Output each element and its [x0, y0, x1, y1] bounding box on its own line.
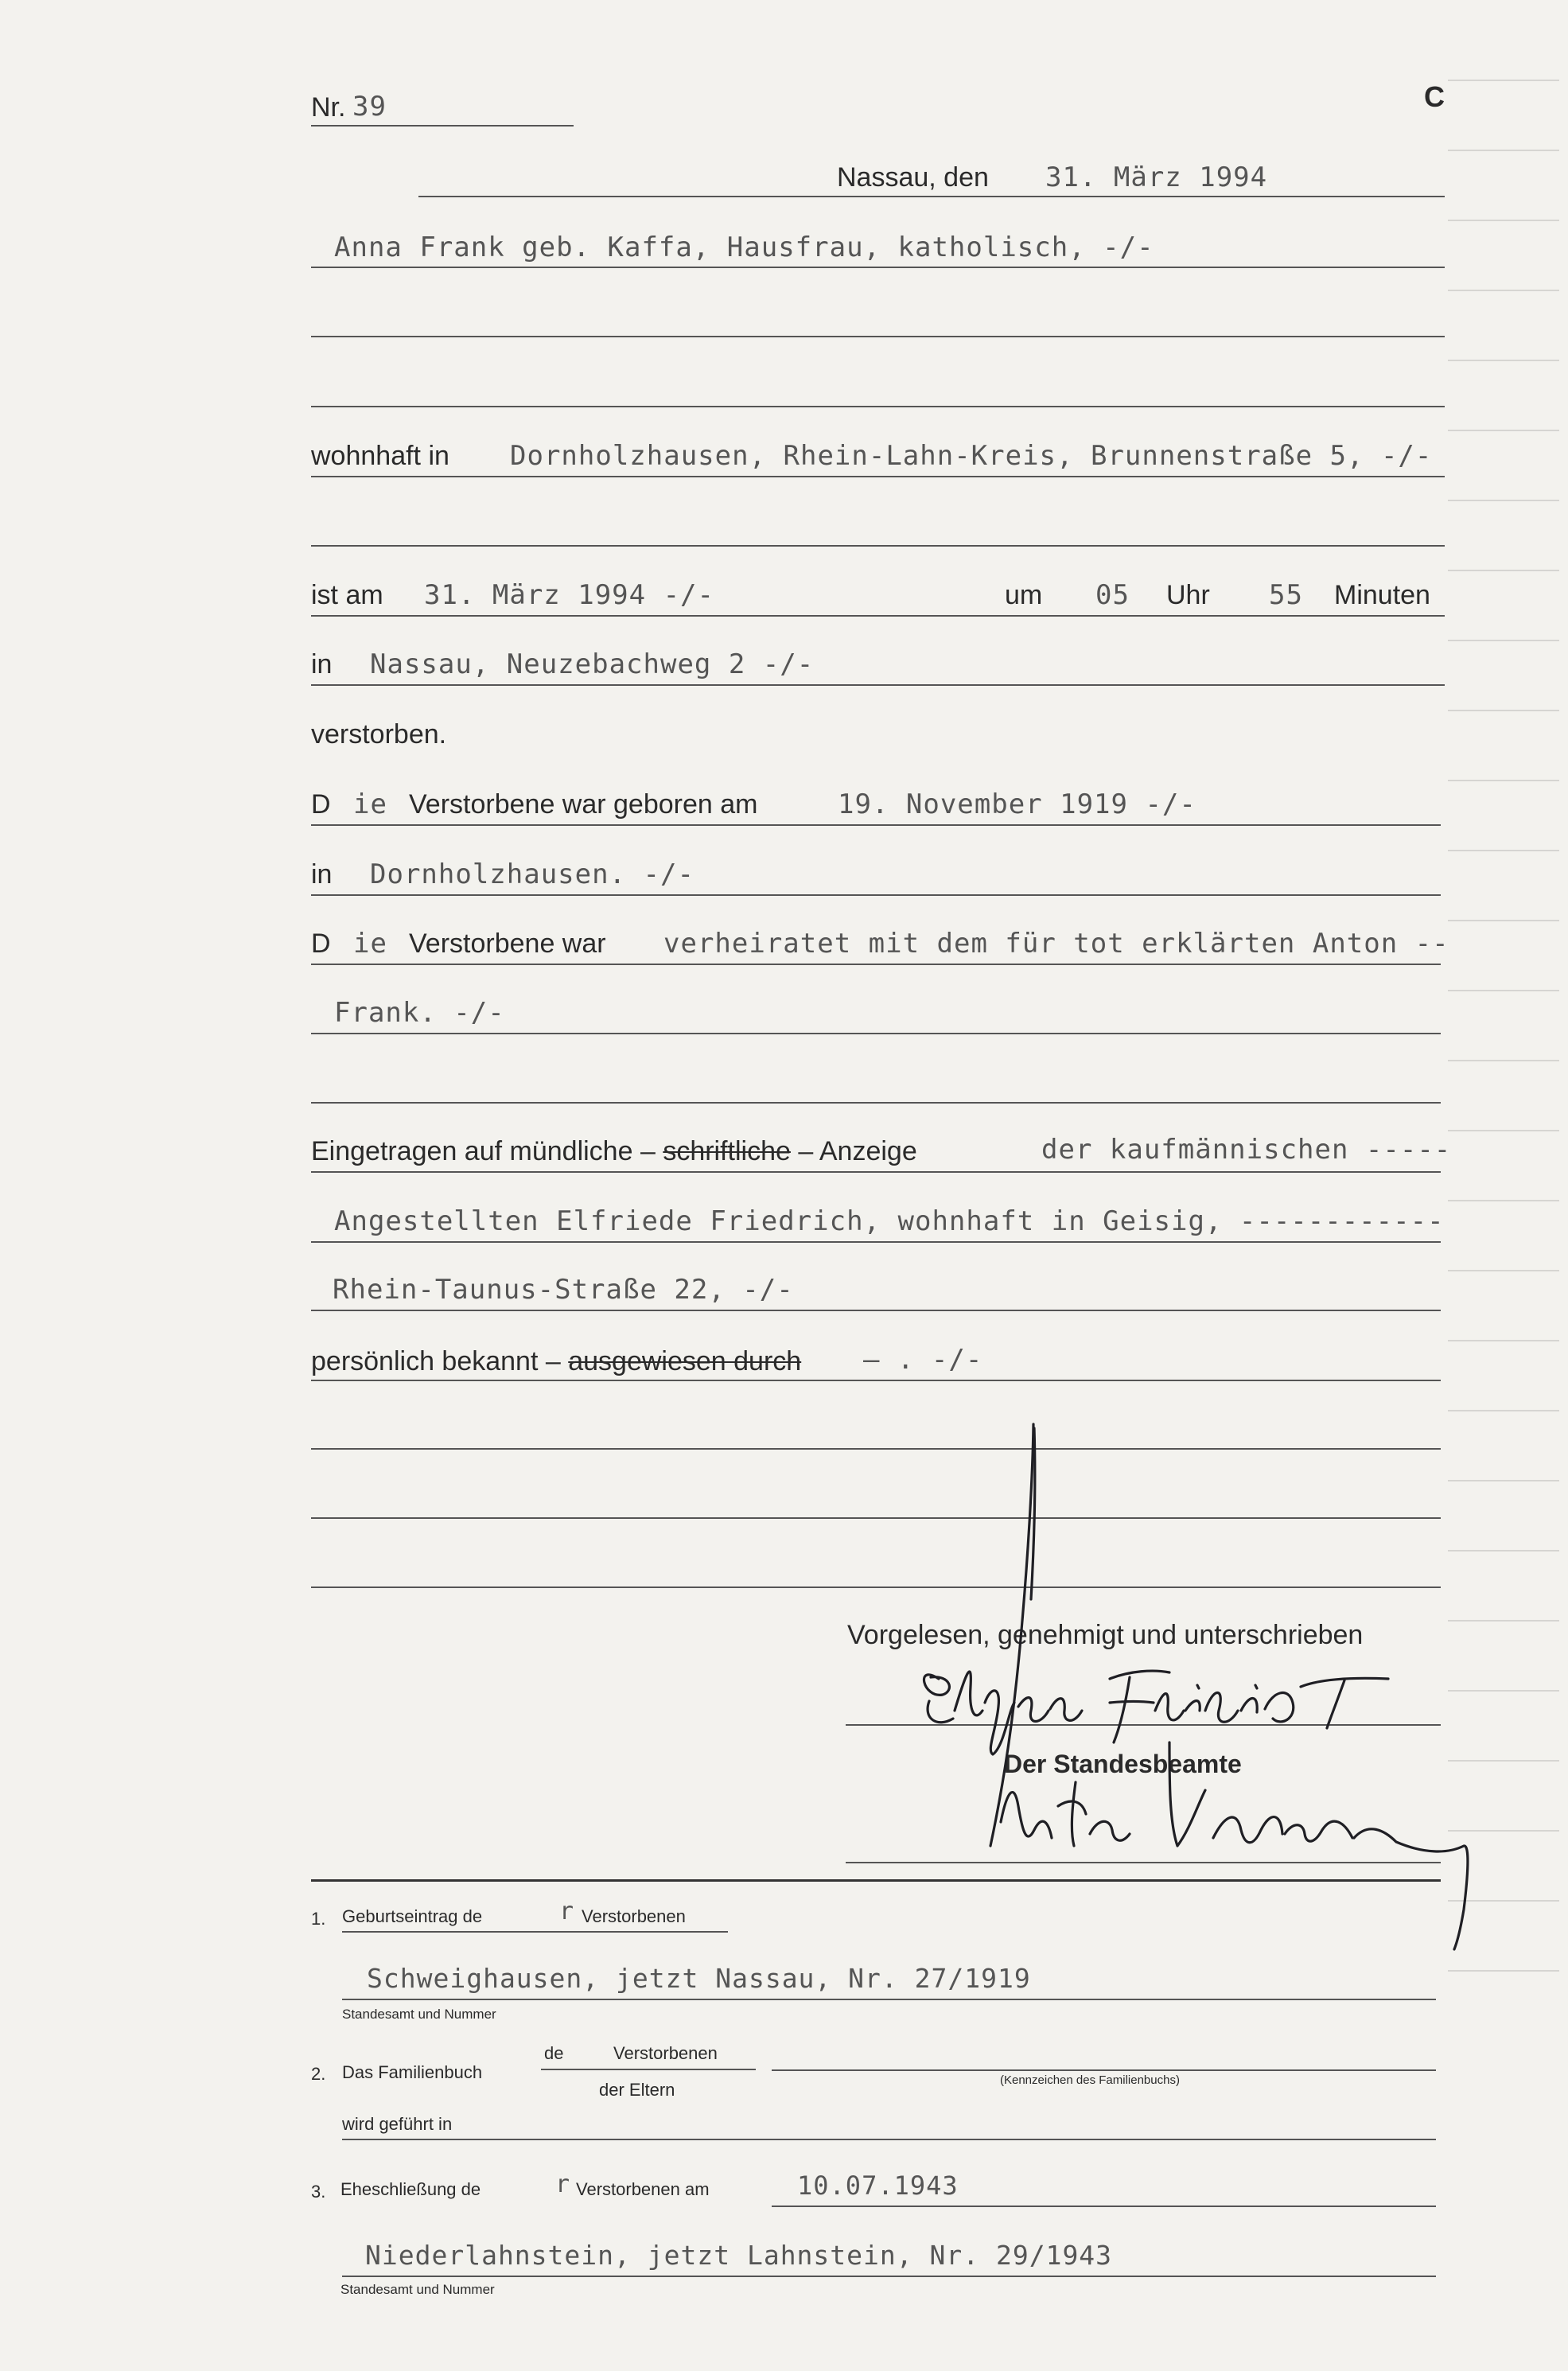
family-book-label: Das Familienbuch: [342, 2062, 483, 2082]
family-de: de: [544, 2043, 564, 2063]
place-label: Nassau, den: [837, 162, 989, 193]
time-um-label: um: [1005, 580, 1043, 610]
record-date: 31. März 1994: [1045, 162, 1268, 193]
residence-label: wohnhaft in: [311, 441, 449, 471]
birth-date: 19. November 1919 -/-: [838, 788, 1196, 820]
known-label-b: – . -/-: [863, 1344, 983, 1376]
footer-num-3: 3.: [311, 2182, 326, 2202]
marriage-prefix: D: [311, 929, 331, 959]
birth-place: Dornholzhausen. -/-: [370, 858, 695, 890]
report-label-b: – Anzeige: [798, 1136, 917, 1166]
death-date: 31. März 1994 -/-: [424, 579, 714, 611]
family-code-caption: (Kennzeichen des Familienbuchs): [1000, 2073, 1180, 2087]
report-label-a: Eingetragen auf mündliche –: [311, 1136, 656, 1166]
footer-num-2: 2.: [311, 2064, 326, 2084]
nr-value: 39: [352, 91, 387, 123]
birth-entry-r: r: [559, 1898, 575, 1925]
residence-value: Dornholzhausen, Rhein-Lahn-Kreis, Brunnenstraße 5, -/-: [510, 440, 1433, 472]
birth-entry-label-a: Geburtseintrag de: [342, 1906, 483, 1926]
death-place: Nassau, Neuzebachweg 2 -/-: [370, 648, 815, 680]
death-place-label: in: [311, 649, 333, 679]
registrar-label: Der Standesbeamte: [1004, 1750, 1242, 1778]
office-number-caption-2: Standesamt und Nummer: [340, 2282, 495, 2297]
time-uhr-label: Uhr: [1166, 580, 1210, 610]
family-parents: der Eltern: [599, 2080, 675, 2100]
birth-suffix: ie: [353, 788, 387, 820]
death-minute: 55: [1269, 579, 1303, 611]
family-deceased: Verstorbenen: [613, 2043, 718, 2063]
report-line3: Rhein-Taunus-Straße 22, -/-: [333, 1274, 794, 1306]
office-number-caption: Standesamt und Nummer: [342, 2007, 496, 2022]
form-letter: C: [1424, 80, 1445, 113]
death-date-label: ist am: [311, 580, 383, 610]
report-label-struck: schriftliche: [663, 1136, 791, 1166]
birth-entry-value: Schweighausen, jetzt Nassau, Nr. 27/1919: [367, 1963, 1031, 1994]
marriage-line2: Frank. -/-: [334, 997, 505, 1029]
birth-prefix: D: [311, 789, 331, 820]
marriage-suffix: ie: [353, 928, 387, 960]
report-line2: Angestellten Elfriede Friedrich, wohnhaft in Geisig, ------------: [334, 1205, 1445, 1237]
person-line: Anna Frank geb. Kaffa, Hausfrau, katholisch, -/-: [334, 232, 1154, 263]
footer-num-1: 1.: [311, 1909, 326, 1929]
nr-label: Nr.: [311, 92, 346, 123]
family-kept-label: wird geführt in: [342, 2114, 453, 2134]
known-label-a: persönlich bekannt –: [311, 1346, 561, 1376]
marriage-entry-date: 10.07.1943: [797, 2170, 959, 2201]
time-minutes-label: Minuten: [1334, 580, 1430, 610]
deceased-label: verstorben.: [311, 719, 447, 749]
known-label-struck: ausgewiesen durch: [568, 1346, 802, 1376]
death-hour: 05: [1095, 579, 1130, 611]
marriage-entry-label-b: Verstorbenen am: [576, 2179, 710, 2199]
birth-label: Verstorbene war geboren am: [409, 789, 758, 820]
birth-entry-label-b: Verstorbenen: [582, 1906, 686, 1926]
marriage-entry-label-a: Eheschließung de: [340, 2179, 481, 2199]
marriage-entry-r: r: [555, 2170, 571, 2198]
birth-place-label: in: [311, 859, 333, 890]
read-approved-signed: Vorgelesen, genehmigt und unterschrieben: [847, 1620, 1364, 1650]
marriage-line1: verheiratet mit dem für tot erklärten Anton --: [663, 928, 1449, 960]
marriage-entry-value: Niederlahnstein, jetzt Lahnstein, Nr. 29/1943: [365, 2240, 1113, 2271]
report-line1: der kaufmännischen -----: [1041, 1134, 1452, 1166]
marriage-label: Verstorbene war: [409, 929, 606, 959]
